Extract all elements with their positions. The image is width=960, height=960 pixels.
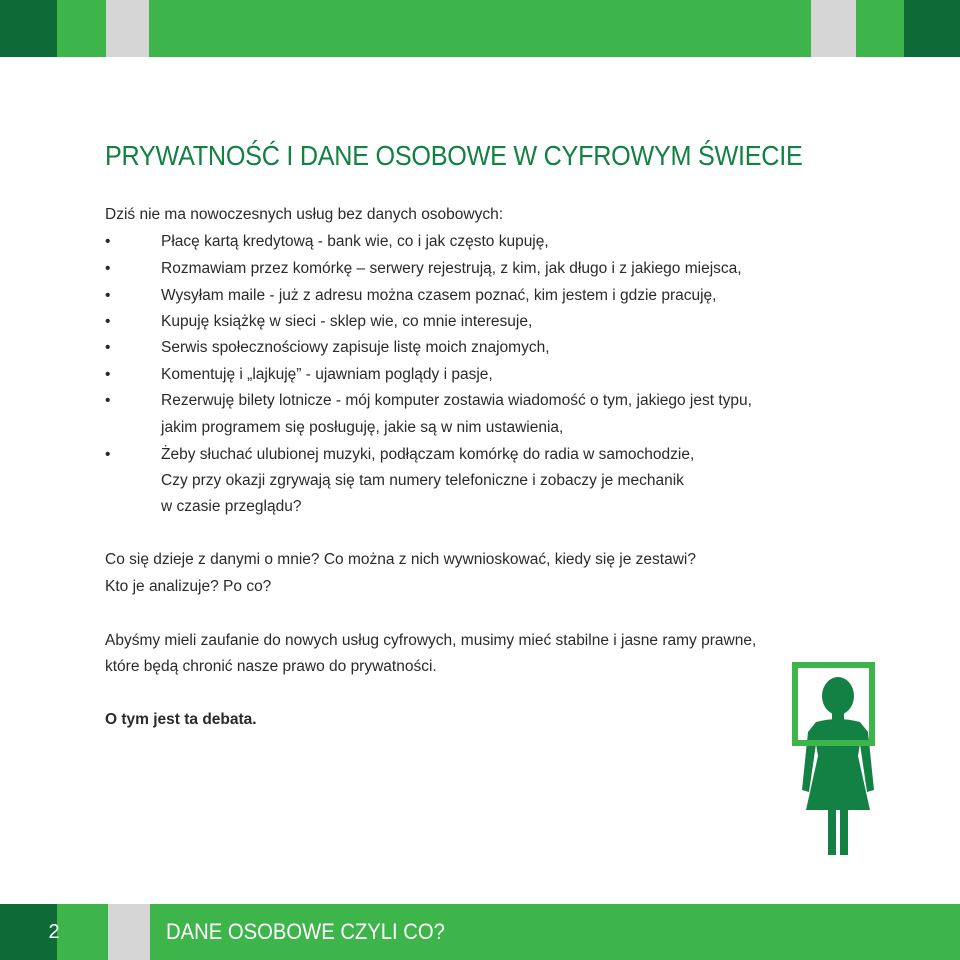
page-title: PRYWATNOŚĆ I DANE OSOBOWE W CYFROWYM ŚWIECIE <box>105 140 803 171</box>
list-item-text: Rozmawiam przez komórkę – serwery rejestrują, z kim, jak długo i z jakiego miejsca, <box>161 260 742 277</box>
list-item-text: Żeby słuchać ulubionej muzyki, podłączam komórkę do radia w samochodzie, <box>161 446 695 463</box>
top-band-green-main <box>149 0 811 57</box>
list-item-text: Czy przy okazji zgrywają się tam numery telefoniczne i zobaczy je mechanik <box>161 472 684 489</box>
top-band-dark-segment <box>0 0 57 57</box>
footer-title: DANE OSOBOWE CZYLI CO? <box>166 919 445 944</box>
list-item-text: jakim programem się posługuję, jakie są w nim ustawienia, <box>161 419 564 436</box>
bullet-icon: • <box>105 260 111 277</box>
top-band-dark-segment-right <box>904 0 960 57</box>
bullet-icon: • <box>105 287 111 304</box>
top-band-green-segment-right <box>856 0 904 57</box>
questions-line-1: Co się dzieje z danymi o mnie? Co można z nich wywnioskować, kiedy się je zestawi? <box>105 551 696 568</box>
bullet-icon: • <box>105 233 111 250</box>
list-item-text: Rezerwuję bilety lotnicze - mój komputer zostawia wiadomość o tym, jakiego jest typu, <box>161 392 752 409</box>
bullet-icon: • <box>105 366 111 383</box>
top-band <box>0 0 960 57</box>
top-band-gray-segment <box>106 0 149 57</box>
bullet-icon: • <box>105 313 111 330</box>
conclusion: O tym jest ta debata. <box>105 711 257 728</box>
footer-band <box>0 904 960 960</box>
intro-text: Dziś nie ma nowoczesnych usług bez danych osobowych: <box>105 206 504 223</box>
bullet-icon: • <box>105 339 111 356</box>
list-item-text: Kupuję książkę w sieci - sklep wie, co mnie interesuje, <box>161 313 533 330</box>
page-number: 2 <box>48 920 60 943</box>
top-band-gray-segment-right <box>811 0 856 57</box>
list-item-text: Serwis społecznościowy zapisuje listę moich znajomych, <box>161 339 550 356</box>
statement-line-2: które będą chronić nasze prawo do prywatności. <box>105 658 437 675</box>
bullet-icon: • <box>105 446 111 463</box>
statement-line-1: Abyśmy mieli zaufanie do nowych usług cyfrowych, musimy mieć stabilne i jasne ramy prawne, <box>105 632 757 649</box>
questions-line-2: Kto je analizuje? Po co? <box>105 578 272 595</box>
woman-silhouette-icon <box>788 660 888 860</box>
footer-gray-segment <box>108 904 150 960</box>
list-item-text: Wysyłam maile - już z adresu można czasem poznać, kim jestem i gdzie pracuję, <box>161 287 717 304</box>
top-band-green-segment <box>57 0 106 57</box>
list-item-text: w czasie przeglądu? <box>161 498 302 515</box>
bullet-icon: • <box>105 392 111 409</box>
woman-illustration <box>788 660 888 860</box>
list-item-text: Komentuję i „lajkuję” - ujawniam poglądy i pasje, <box>161 366 493 383</box>
list-item-text: Płacę kartą kredytową - bank wie, co i jak często kupuję, <box>161 233 549 250</box>
